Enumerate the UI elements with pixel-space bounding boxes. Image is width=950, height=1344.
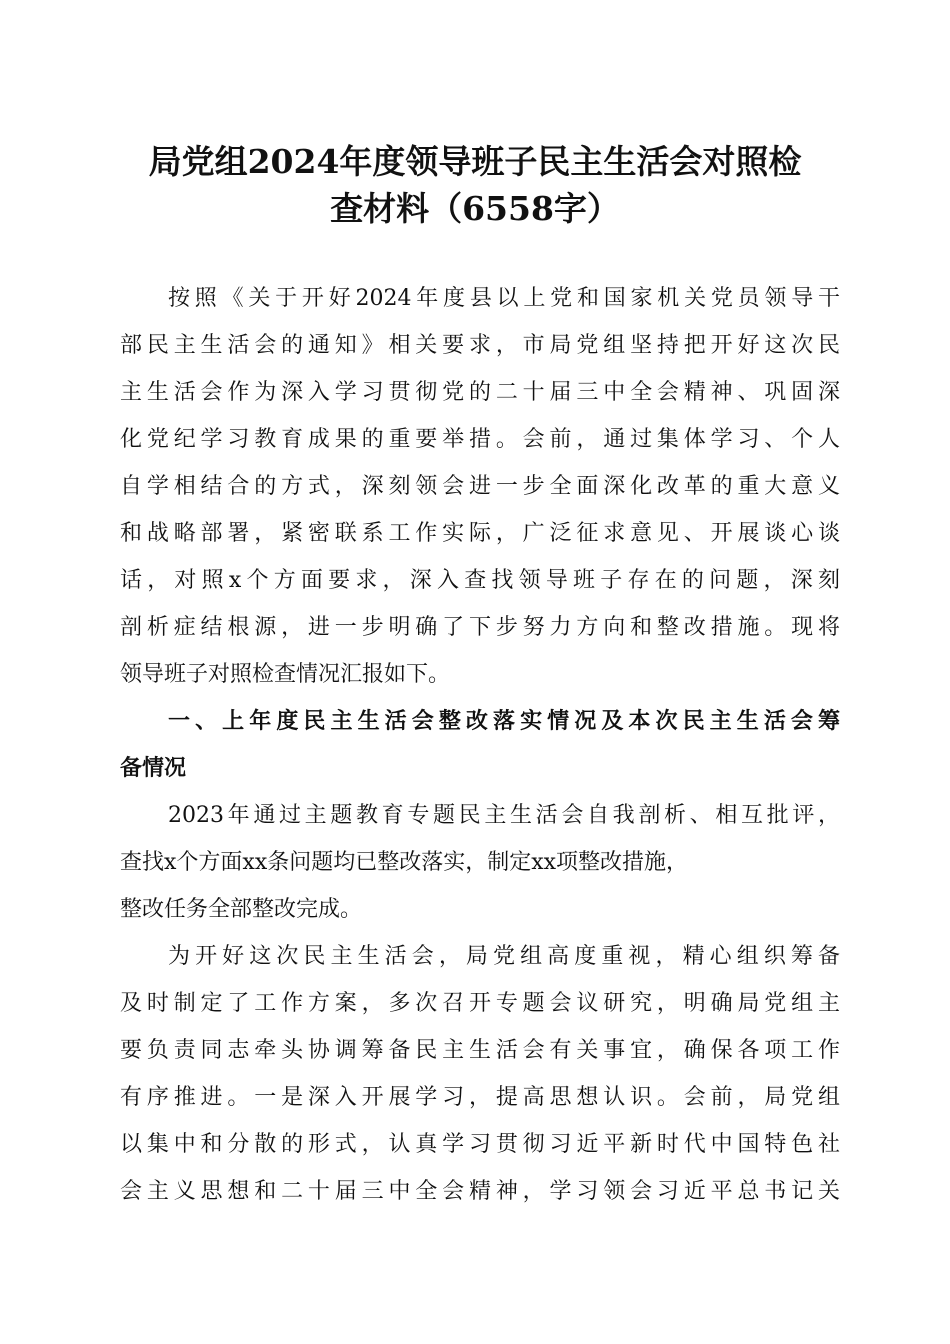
paragraph-rectification [120, 792, 840, 933]
text-line: 整改任务全部整改完成。 [120, 897, 363, 922]
paragraph-intro [120, 275, 840, 698]
text-line: 和战略部署，紧密联系工作实际，广泛征求意见、开展谈心谈 [120, 521, 840, 546]
text-line: 剖析症结根源，进一步明确了下步努力方向和整改措施。现将 [120, 615, 840, 640]
text-line: 化党纪学习教育成果的重要举措。会前，通过集体学习、个人 [120, 427, 840, 452]
text-line: 部民主生活会的通知》相关要求，市局党组坚持把开好这次民 [120, 333, 840, 358]
heading-line: 一、上年度民主生活会整改落实情况及本次民主生活会筹 [168, 709, 840, 734]
text-line: 按照《关于开好2024年度县以上党和国家机关党员领导干 [168, 286, 840, 311]
text-line: 以集中和分散的形式，认真学习贯彻习近平新时代中国特色社 [120, 1132, 840, 1157]
document-title [100, 138, 850, 232]
title-line: 局党组2024年度领导班子民主生活会对照检 [148, 142, 802, 181]
text-line: 话，对照x个方面要求，深入查找领导班子存在的问题，深刻 [120, 568, 840, 593]
text-line: 有序推进。一是深入开展学习，提高思想认识。会前，局党组 [120, 1085, 840, 1110]
title-line: 查材料（6558字） [330, 189, 620, 228]
text-line: 及时制定了工作方案，多次召开专题会议研究，明确局党组主 [120, 991, 840, 1016]
paragraph-preparation [120, 933, 840, 1215]
section-heading-1 [120, 698, 840, 792]
text-line: 主生活会作为深入学习贯彻党的二十届三中全会精神、巩固深 [120, 380, 840, 405]
text-line: 要负责同志牵头协调筹备民主生活会有关事宜，确保各项工作 [120, 1038, 840, 1063]
text-line: 自学相结合的方式，深刻领会进一步全面深化改革的重大意义 [120, 474, 840, 499]
heading-line: 备情况 [120, 756, 187, 781]
text-line: 为开好这次民主生活会，局党组高度重视，精心组织筹备 [168, 944, 840, 969]
text-line: 2023年通过主题教育专题民主生活会自我剖析、相互批评， [168, 803, 840, 828]
document-body [120, 275, 840, 1215]
text-line: 领导班子对照检查情况汇报如下。 [120, 662, 451, 687]
text-line: 会主义思想和二十届三中全会精神，学习领会习近平总书记关 [120, 1179, 840, 1204]
text-line: 查找x个方面xx条问题均已整改落实，制定xx项整改措施， [120, 850, 689, 875]
